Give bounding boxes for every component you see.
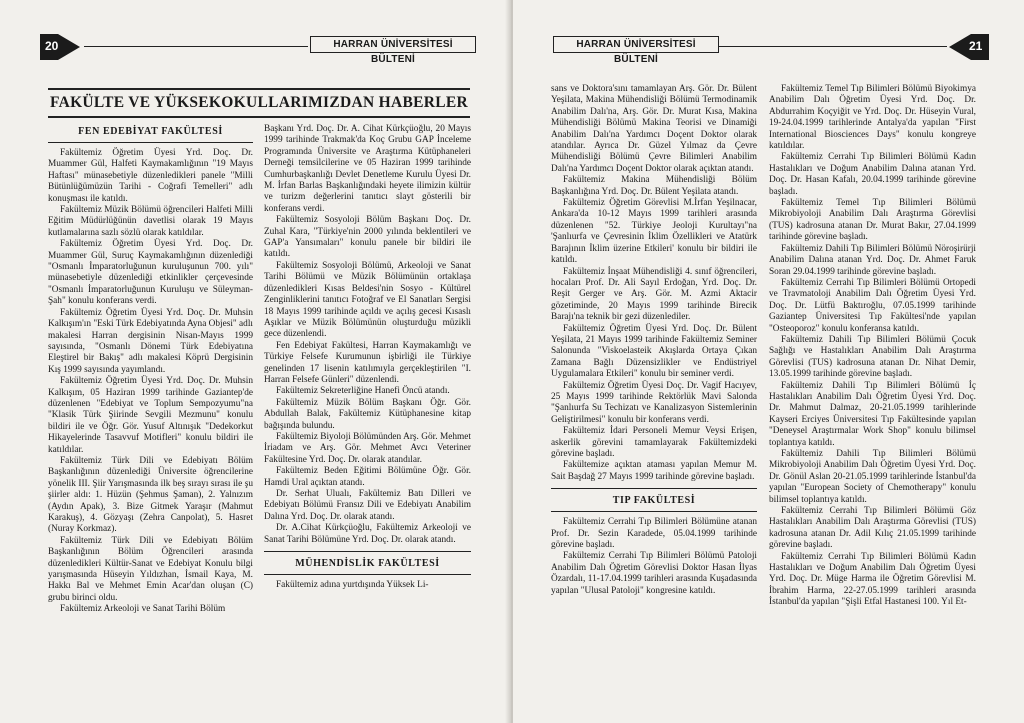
paragraph: Fakültemiz Dahili Tıp Bilimleri Bölümü Nöroşirürji Anabilim Dalına atanan Yrd. Doç. Dr. Ahmet Faruk Soran 29.04.1999 tarihinde görevine başladı.	[769, 243, 976, 277]
paragraph: Fakültemiz Makina Mühendisliği Bölüm Başkanlığına Yrd. Doç. Dr. Bülent Yeşilata atandı.	[551, 175, 757, 197]
right-column-2	[769, 84, 976, 609]
paragraph: Fen Edebiyat Fakültesi, Harran Kaymakamlığı ve Türkiye Felsefe Kurumunun işbirliği ile Türkiye genelinden 17 lisenin katılımıyla gerçekleştirilen "I. Harran Felsefe Günleri" düzenlendi.	[264, 340, 471, 385]
title-rule-bottom	[48, 116, 470, 118]
paragraph: Fakültemiz Biyoloji Bölümünden Arş. Gör. Mehmet İriadam ve Arş. Gör. Mehmet Avcı Veteriner Fakültesine Yrd. Doç. Dr. olarak atandılar.	[264, 431, 471, 465]
paragraph: Fakültemiz Cerrahi Tıp Bilimleri Bölümüne atanan Prof. Dr. Sezin Karadede, 05.04.1999 tarihinde görevine başladı.	[551, 517, 757, 551]
paragraph: Fakültemiz Öğretim Üyesi Yrd. Doç. Dr. Bülent Yeşilata, 21 Mayıs 1999 tarihinde Fakültemiz Seminer Salonunda "Viskoelasteik Akışlarda Ortaya Çıkan Zamana Bağlı Düzensizlikler ve Endüstriyel Uygulamalara Etkileri" konulu bir seminer verdi.	[551, 323, 757, 380]
section-rule	[551, 511, 757, 512]
paragraph: Fakültemiz Sosyoloji Bölüm Başkanı Doç. Dr. Zuhal Kara, "Türkiye'nin 2000 yılında beklentileri ve GAP'a Yansımaları" konulu panele bir bildiri ile katıldı.	[264, 215, 471, 260]
paragraph: Fakültemiz Dahili Tıp Bilimleri Bölümü Çocuk Sağlığı ve Hastalıkları Anabilim Dalı Araştırma Görevlisi (TUS) kadrosuna atanan Dr. Nihat Demir, 13.05.1999 tarihinde görevine başladı.	[769, 334, 976, 380]
paragraph: Fakültemiz Cerrahi Tıp Bilimleri Bölümü Kadın Hastalıkları ve Doğum Anabilim Dalına atanan Yrd. Doç. Dr. Hasan Kafalı, 20.04.1999 tarihinde görevine başladı.	[769, 152, 976, 197]
section-rule	[264, 574, 471, 575]
paragraph: Fakültemiz Öğretim Üyesi Yrd. Doç. Dr. Muammer Gül, Suruç Kaymakamlığının düzenlediği "Osmanlı İmparatorluğunun kuruluşunun 700. yılı" münasebetiyle düzenlediği etkinlikler çerçevesinde "Osmanlı İmparatorluğunun Kuruluşu ve Süleyman-Şah" konulu konferans verdi.	[48, 239, 253, 307]
right-column-1	[551, 84, 757, 597]
paragraph: Fakültemiz Sosyoloji Bölümü, Arkeoloji ve Sanat Tarihi Bölümü ve Müzik Bölümünün ortaklaşa düzenledikleri Kısas Beldesi'nin Sosyo - Kültürel Zenginliklerini tanıtıcı Fotoğraf ve El Sanatları Sergisi 18 Mayıs 1999 tarihinde açıldı ve açılış gecesi Kısaslı Aşıklar ve Müzik Bölümünün oluşturduğu müzikli gece düzenlendi.	[264, 260, 471, 340]
paragraph: Fakültemiz İnşaat Mühendisliği 4. sınıf öğrencileri, hocaları Prof. Dr. Ali Sayıl Erdoğan, Yrd. Doç. Dr. Reşit Gerger ve Arş. Gör. M. Azmi Aktacir gözetiminde, 20 Mayıs 1999 tarihinde Birecik Barajı'na teknik bir gezi düzenlediler.	[551, 266, 757, 323]
paragraph: Fakültemiz Türk Dili ve Edebiyatı Bölüm Başkanlığının Bölüm Öğrencileri arasında düzenledikleri Kültür-Sanat ve Edebiyat Konulu bilgi yarışmasında Hüseyin Yıldızhan, İsmail Kaya, M. Hakkı Bal ve Mehmet Emin Acar'dan oluşan (C) grubu birinci oldu.	[48, 535, 253, 603]
paragraph: Fakültemiz Öğretim Üyesi Yrd. Doç. Dr. Muhsin Kalkışım, 05 Haziran 1999 tarihinde Gaziantep'de düzenlenen "Edebiyat ve Toplum Sempozyumu"na "Klasik Türk Şiirinde Sevgili Mezmunu" konulu bildiri ile ve Öğr. Gör. Yusuf Altınışık "Dedekorkut Hikayelerinde Tasavvuf Motifleri" konulu bildiri ile katıldılar.	[48, 376, 253, 455]
paragraph: Fakültemiz Öğretim Görevlisi M.İrfan Yeşilnacar, Ankara'da 10-12 Mayıs 1999 tarihleri arasında düzenlenen "52. Türkiye Jeoloji Kurultayı"na 'Şanlıurfa ve Çevresinin İklim Özellikleri ve Atatürk Barajının İklim üzerine Etkileri' konulu bir bildiri ile katıldı.	[551, 198, 757, 266]
paragraph: Fakültemiz Öğretim Üyesi Doç. Dr. Vagif Hacıyev, 25 Mayıs 1999 tarihinde Rektörlük Mavi Salonda "Şanlıurfa Su Techizatı ve Kanalizasyon Sistemlerinin Geliştirilmesi" konulu bir konferans verdi.	[551, 380, 757, 425]
paragraph: Fakültemiz Cerrahi Tıp Bilimleri Bölümü Ortopedi ve Travmatoloji Anabilim Dalı Öğretim Üyesi Yrd. Doç. Dr. Lütfü Baktıroğlu, 07.05.1999 tarihinde Gaziantep Üniversitesi Tıp Fakültesi'nde yapılan "Osteoporoz" konulu konferansa katıldı.	[769, 277, 976, 334]
paragraph: Fakültemiz Temel Tıp Bilimleri Bölümü Mikrobiyoloji Anabilim Dalı Araştırma Görevlisi (TUS) kadrosuna atanan Dr. Murat Bakır, 27.04.1999 tarihinde görevine başladı.	[769, 198, 976, 243]
left-column-2	[264, 124, 471, 591]
page-number: 21	[969, 39, 983, 53]
header-rule	[84, 46, 308, 47]
right-page	[513, 0, 1024, 723]
paragraph: Başkanı Yrd. Doç. Dr. A. Cihat Kürkçüoğlu, 20 Mayıs 1999 tarihinde Trakmak'da Koç Grubu GAP İnceleme Programında Üniversite ve Araştırma Kütüphaneleri Derneği temsilcilerine ve 05 Haziran 1999 tarihinde Cumhurbaşkanlığı Devlet Denetleme Kurulu Üyesi Dr. M. İrfan Barlas Başkanlığındaki heyete ilimizin kültür ve turizm değerlerini tanıtıcı slayt gösterili bir konferans verdi.	[264, 124, 471, 214]
section-rule	[264, 551, 471, 552]
bulletin-header: HARRAN ÜNİVERSİTESİ BÜLTENİ	[553, 36, 719, 53]
paragraph: Fakültemiz Müzik Bölüm Başkanı Öğr. Gör. Abdullah Balak, Fakültemiz Kütüphanesine kitap bağışında bulundu.	[264, 397, 471, 431]
bulletin-header: HARRAN ÜNİVERSİTESİ BÜLTENİ	[310, 36, 476, 53]
paragraph: sans ve Doktora'sını tamamlayan Arş. Gör. Dr. Bülent Yeşilata, Makina Mühendisliği Bölümü Termodinamik Anabilim Dalı'na, Arş. Gör. Dr. Murat Kısa, Makina Mühendisliği Bölümü Makina Teorisi ve Dinamiği Anabilim Dalı'na Yardımcı Doçent Doktor olarak atandılar. Ayrıca Dr. Güzel Yılmaz da Çevre Mühendisliği Bölümü Çevre Bilimleri Anabilim Dalı'na Yardımcı Doçent Doktor olarak açıktan atandı.	[551, 84, 757, 174]
paragraph: Fakültemiz Öğretim Üyesi Yrd. Doç. Dr. Muhsin Kalkışım'ın "Eski Türk Edebiyatında Ayna Objesi" adlı makalesi Harran dergisinin Nisan-Mayıs 1999 sayısında, "Osmanlı Dönemi Türk Edebiyatına Eleştirel bir Bakış" adlı makalesi Köprü Dergisinin Kış 1999 sayısında yayımlandı.	[48, 307, 253, 375]
paragraph: Fakültemiz Arkeoloji ve Sanat Tarihi Bölüm	[60, 604, 226, 615]
paragraph: Fakültemiz adına yurtdışında Yüksek Li-	[276, 580, 429, 591]
paragraph: Fakültemiz Türk Dili ve Edebiyatı Bölüm Başkanlığının düzenlediği Üniversite öğrencilerine yönelik III. Şiir Yarışmasında ilk beş sırayı sırası ile şu şiirler aldı: 1. Hüzün (Şehmus Şaman), 2. Yalnızım (Aydın Apak), 3. Bize Gitmek Yaraşır (Mahmut Karakuş), 4. Gözyaşı (Zehra Canpolat), 5. Hasret (Nuray Korkmaz).	[48, 455, 253, 535]
section-rule	[551, 488, 757, 489]
section-heading-tip: TIP FAKÜLTESİ	[612, 495, 696, 507]
paragraph: Fakültemiz Cerrahi Tıp Bilimleri Bölümü Patoloji Anabilim Dalı Öğretim Görevlisi Doktor Hasan İlyas Özardalı, 11-17.04.1999 tarihleri arasında Kuşadasında yapılan "Ulusal Patoloji" kongresine katıldı.	[551, 551, 757, 596]
page-number-badge-right	[949, 34, 989, 60]
paragraph: Fakültemize açıktan ataması yapılan Memur M. Sait Başdağ 27 Mayıs 1999 tarihinde görevine başladı.	[551, 460, 757, 482]
page-title: FAKÜLTE VE YÜKSEKOKULLARIMIZDAN HABERLER	[49, 94, 469, 111]
left-page	[0, 0, 511, 723]
section-rule	[48, 142, 253, 143]
paragraph: Fakültemiz Dahili Tıp Bilimleri Bölümü İç Hastalıkları Anabilim Dalı Öğretim Üyesi Yrd. Doç. Dr. Mahmut Dalmaz, 20-21.05.1999 tarihlerinde Kayseri Erciyes Üniversitesi Tıp Fakültesinde yapılan "Deneysel Araştırmalar Work Shop" konulu bilimsel toplantıya katıldı.	[769, 380, 976, 448]
header-rule	[719, 46, 947, 47]
paragraph: Fakültemiz Sekreterliğine Hanefi Öncü atandı.	[276, 386, 450, 397]
section-heading-muhendislik: MÜHENDİSLİK FAKÜLTESİ	[295, 558, 440, 570]
paragraph: Dr. Serhat Ulualı, Fakültemiz Batı Dilleri ve Edebiyatı Bölümü Fransız Dili ve Edebiyatı Anabilim Dalına Yrd. Doç. Dr. olarak atandı.	[264, 489, 471, 522]
paragraph: Fakültemiz Müzik Bölümü öğrencileri Halfeti Milli Eğitim Müdürlüğünün davetlisi olarak 19 Mayıs kutlamalarına sazlı sözlü olarak katıldılar.	[48, 205, 253, 238]
page-number-badge-left	[40, 34, 80, 60]
section-heading-fen-edebiyat: FEN EDEBİYAT FAKÜLTESİ	[78, 126, 223, 137]
paragraph: Fakültemiz Dahili Tıp Bilimleri Bölümü Mikrobiyoloji Anabilim Dalı Öğretim Üyesi Yrd. Doç. Dr. Gönül Aslan 20-21.05.1999 tarihlerinde İstanbul'da yapılan "European Society of Chemotherapy" konulu bilimsel toplantıya katıldı.	[769, 449, 976, 505]
paragraph: Fakültemiz Beden Eğitimi Bölümüne Öğr. Gör. Hamdi Ural açıktan atandı.	[264, 466, 471, 488]
page-number: 20	[45, 39, 59, 53]
paragraph: Fakültemiz Temel Tıp Bilimleri Bölümü Biyokimya Anabilim Dalı Öğretim Üyesi Yrd. Doç. Dr. Abdurrahim Koçyiğit ve Yrd. Doç. Dr. Hüseyin Vural, 19-24.04.1999 tarihlerinde Antalya'da yapılan "First International Biosciences Days" konulu kongreye katıldılar.	[769, 84, 976, 152]
left-column-1	[48, 120, 253, 616]
paragraph: Fakültemiz Cerrahi Tıp Bilimleri Bölümü Göz Hastalıkları Anabilim Dalı Araştırma Görevlisi (TUS) kadrosuna atanan Dr. Adil Kılıç 21.05.1999 tarihinde görevine başladı.	[769, 506, 976, 551]
paragraph: Fakültemiz Öğretim Üyesi Yrd. Doç. Dr. Muammer Gül, Halfeti Kaymakamlığının "19 Mayıs Haftası" münasebetiyle düzenledikleri panele "Milli Bütünlüğümüzün Tarihi - Coğrafi Temelleri" adlı konuşması ile katıldı.	[48, 148, 253, 204]
title-rule-top	[48, 88, 470, 90]
paragraph: Dr. A.Cihat Kürkçüoğlu, Fakültemiz Arkeoloji ve Sanat Tarihi Bölümüne Yrd. Doç. Dr. olarak atandı.	[264, 523, 471, 545]
paragraph: Fakültemiz Cerrahi Tıp Bilimleri Bölümü Kadın Hastalıkları ve Doğum Anabilim Dalı Öğretim Üyesi Yrd. Doç. Dr. Müge Harma ile Öğretim Görevlisi M. İbrahim Harma, 22-27.05.1999 tarihleri arasında İstanbul'da yapılan "Şişli Etfal Hastanesi 100. Yıl Et-	[769, 551, 976, 608]
paragraph: Fakültemiz İdari Personeli Memur Veysi Erişen, askerlik görevini tamamlayarak Fakültemizdeki görevine başladı.	[551, 426, 757, 459]
